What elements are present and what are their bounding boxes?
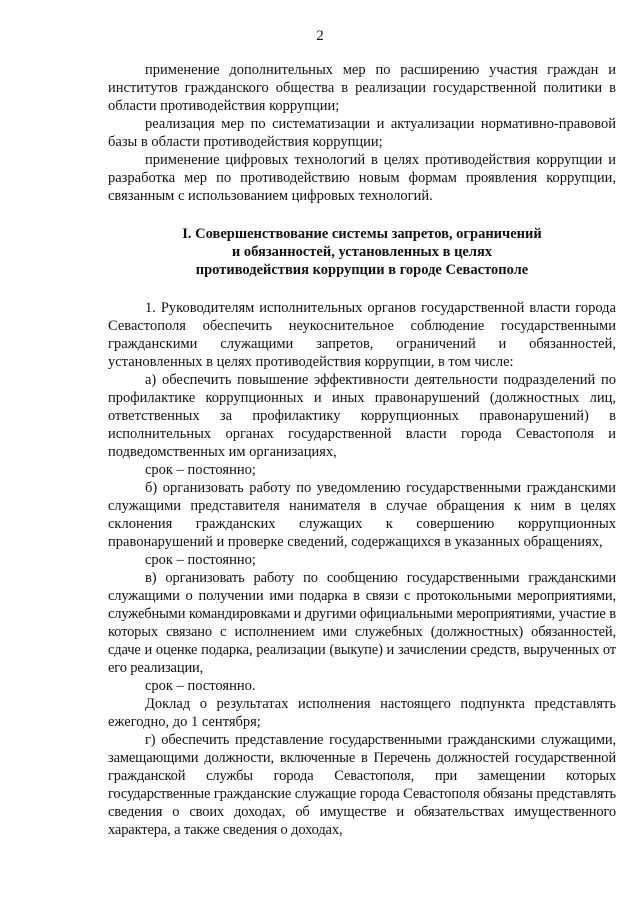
intro-paragraph: применение дополнительных мер по расширению участия граждан и институтов гражданского общества в реализации государственной политики в области противодействия коррупции; <box>108 62 616 114</box>
section-paragraph: г) обеспечить представление государственными гражданскими служащими, замещающими должности, включенные в Перечень должностей государственной гражданской службы города Севастополя, при замещении которых государственные гражданские служащие города Севастополя обязаны представлять сведения о своих доходах, об имуществе и обязательствах имущественного характера, а также сведения о доходах, <box>108 732 616 838</box>
section-heading-line: I. Совершенствование системы запретов, ограничений <box>182 226 542 242</box>
report-paragraph: Доклад о результатах исполнения настоящего подпункта представлять ежегодно, до 1 сентября; <box>108 696 616 730</box>
intro-paragraph: реализация мер по систематизации и актуализации нормативно-правовой базы в области противодействия коррупции; <box>108 116 616 150</box>
deadline-line: срок – постоянно; <box>145 552 256 568</box>
section-paragraph: б) организовать работу по уведомлению государственными гражданскими служащими представителя нанимателя в случае обращения к ним в целях склонения гражданских служащих к совершению коррупционных правонарушений и проверке сведений, содержащихся в указанных обращениях, <box>108 480 616 550</box>
section-paragraph: а) обеспечить повышение эффективности деятельности подразделений по профилактике коррупционных и иных правонарушений (должностных лиц, ответственных за профилактику коррупционных правонарушений) в исполнительных органах государственной власти города Севастополя и подведомственных им организациях, <box>108 372 616 460</box>
section-heading <box>108 225 616 279</box>
section-heading-line: и обязанностей, установленных в целях <box>231 244 493 260</box>
page-number: 2 <box>316 28 324 44</box>
deadline-line: срок – постоянно; <box>145 462 256 478</box>
section-heading-line: противодействия коррупции в городе Севастополе <box>195 262 529 278</box>
section-paragraph: в) организовать работу по сообщению государственными гражданскими служащими о получении ими подарка в связи с протокольными мероприятиями, служебными командировками и другими официальными мероприятиями, участие в которых связано с исполнением ими служебных (должностных) обязанностей, сдаче и оценке подарка, реализации (выкупе) и зачислении средств, вырученных от его реализации, <box>108 570 616 676</box>
document-body <box>108 61 616 839</box>
section-paragraph: 1. Руководителям исполнительных органов государственной власти города Севастополя обеспечить неукоснительное соблюдение государственными гражданскими служащими запретов, ограничений и обязанностей, установленных в целях противодействия коррупции, в том числе: <box>108 300 616 370</box>
intro-paragraph: применение цифровых технологий в целях противодействия коррупции и разработка мер по противодействию новым формам проявления коррупции, связанным с использованием цифровых технологий. <box>108 152 616 204</box>
deadline-line: срок – постоянно. <box>145 678 256 694</box>
